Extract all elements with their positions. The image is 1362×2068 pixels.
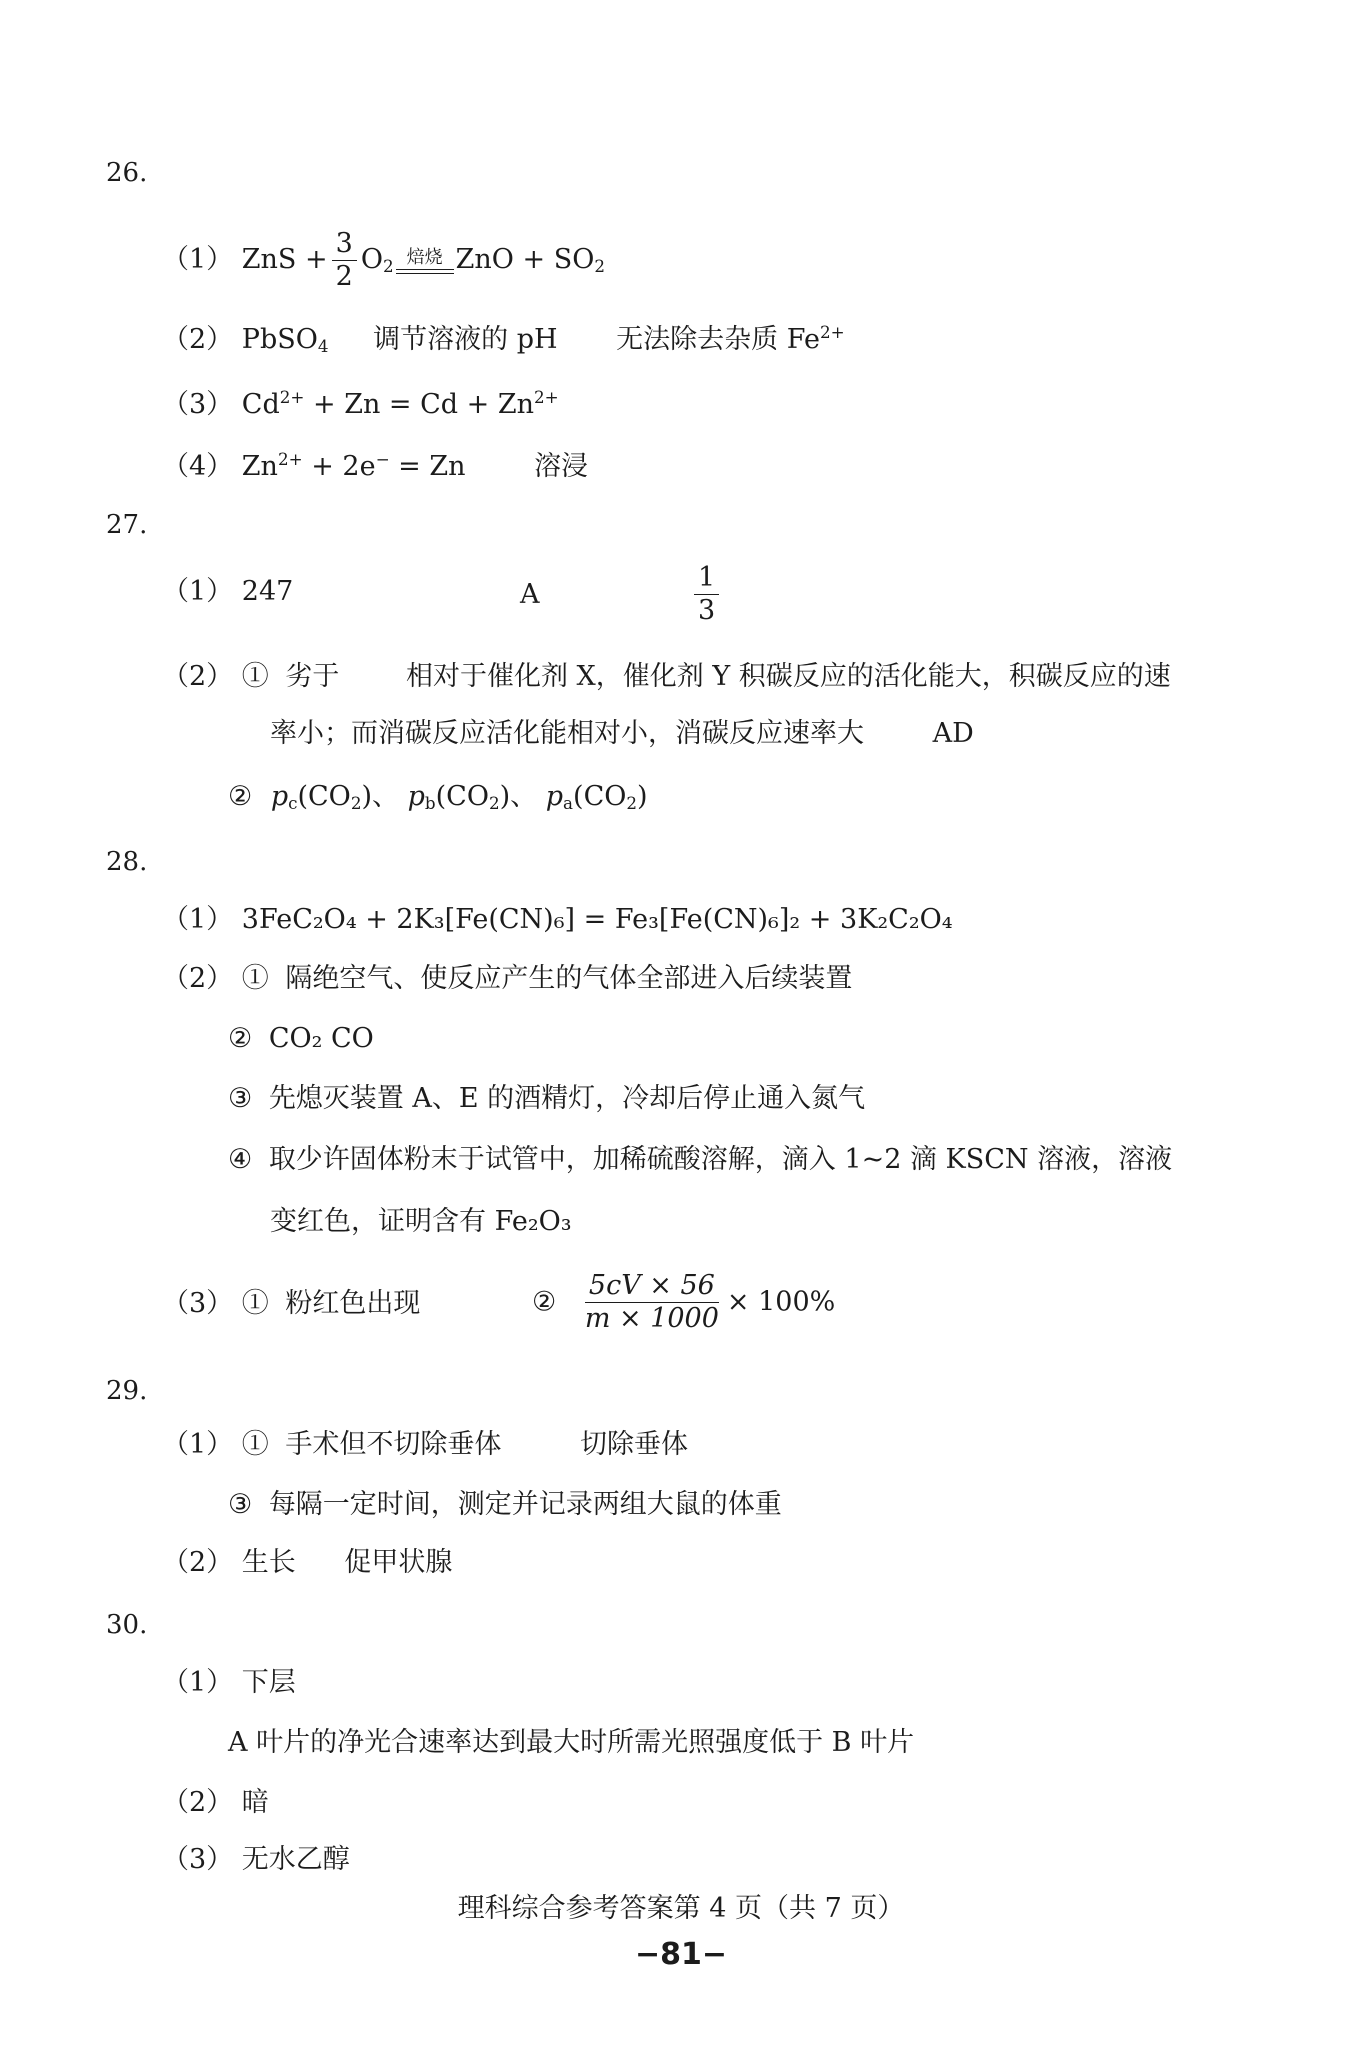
answer-text: 劣于 [285,661,340,692]
circle-4: ④ [228,1144,253,1175]
formula: ) [361,781,373,812]
q28-part3 [162,1287,420,1321]
answer-247: 247 [241,576,294,607]
part-label: （2） [162,324,234,356]
circle-1: ① [241,1429,269,1460]
fraction-one-third: $\frac{1}{3}$ [690,562,723,627]
answer-ad: AD [932,718,974,749]
subscript: b [424,793,436,814]
q26-part3 [162,380,559,422]
formula: ) [637,781,648,812]
q27-part3 [228,780,648,820]
mass-fraction: $\frac{5cV \times 56}{m \times 1000}$ [584,1270,719,1334]
separator: 、 [510,781,538,812]
subscript: 4 [317,336,329,357]
equation: Zn [241,451,278,483]
separator: 、 [372,781,400,812]
answer-text: 粉红色出现 [285,1288,421,1319]
subscript: 2 [350,793,362,814]
part-label: （2） [162,963,234,994]
answer-text: 无法除去杂质 Fe [616,324,820,356]
question-29-number: 29. [106,1376,148,1406]
fraction-three-halves: $\frac{3}{2}$ [332,228,357,293]
answer-a: A [520,579,540,610]
equation: = Zn [389,451,466,483]
circle-1: ① [241,963,269,994]
answer-text: 每隔一定时间，测定并记录两组大鼠的体重 [268,1489,782,1520]
question-30-number: 30. [106,1610,148,1640]
circle-2: ② [228,1023,253,1054]
answer-text: CO₂ CO [268,1023,374,1054]
circle-1: ① [241,1288,269,1319]
q28-part2-item1 [162,962,852,996]
equation: Cd [241,389,280,421]
part-label: （3） [162,389,234,421]
q27-part2-line2 [270,717,974,751]
q30-part3 [162,1843,350,1877]
circle-2: ② [532,1286,557,1318]
superscript: − [375,449,390,469]
q28-part2-item3 [228,1082,865,1116]
answer-text: 下层 [241,1667,296,1698]
superscript: 2+ [534,387,559,407]
superscript: 2+ [279,387,305,407]
answer-text: 率小；而消碳反应活化能相对小，消碳反应速率大 [270,718,864,749]
part-label: （3） [162,1288,234,1319]
superscript: 2+ [277,449,303,469]
subscript: 2 [594,256,605,277]
answer-text: 取少许固体粉末于试管中，加稀硫酸溶解，滴入 1~2 滴 KSCN 溶液，溶液 [268,1144,1173,1175]
subscript: a [563,793,574,814]
answer-text: 调节溶液的 pH [373,324,558,356]
question-28-number: 28. [106,847,148,877]
answer-text: 无水乙醇 [241,1844,350,1875]
part-label: （2） [162,1787,234,1818]
circle-1: ① [241,661,269,692]
subscript: 2 [488,793,500,814]
page-number: −81− [634,1937,728,1972]
q26-part2 [162,315,845,363]
q28-part2-item4-cont [270,1205,572,1239]
q28-part2-item2 [228,1022,374,1056]
q27-part1 [162,575,293,609]
pressure-symbol: p [270,781,289,812]
part-label: （1） [162,1667,234,1698]
percent: × 100% [726,1286,836,1318]
part-label: （1） [162,576,234,607]
q26-part4 [162,442,588,484]
q29-part2 [162,1546,452,1580]
part-label: （1） [162,244,234,275]
circle-3: ③ [228,1489,253,1520]
q30-part1 [162,1666,296,1700]
answer-text: 生长 [241,1547,296,1578]
q30-part2 [162,1786,269,1820]
q29-part1-item1 [162,1428,501,1462]
formula: ) [499,781,511,812]
answer-text: 手术但不切除垂体 [285,1429,502,1460]
subscript: c [288,793,298,814]
q26-part1 [162,228,605,293]
answer-text: 先熄灭装置 A、E 的酒精灯，冷却后停止通入氮气 [268,1083,866,1114]
answer-text: 变红色，证明含有 Fe₂O₃ [270,1206,572,1237]
circle-2: ② [228,781,253,812]
pbso4: PbSO [241,324,318,356]
answer-text: 促甲状腺 [344,1547,453,1578]
reaction-condition-arrow: 焙烧 [396,247,454,274]
subscript: 2 [382,256,394,277]
q29-part1-item3 [228,1488,782,1522]
reactant-o2: O [360,244,383,275]
products: ZnO + SO [455,244,595,275]
q29-answer-cut: 切除垂体 [580,1429,688,1460]
question-26-number: 26. [106,158,148,188]
part-label: （3） [162,1844,234,1875]
equation: + 2e [302,451,376,483]
part-label: （2） [162,661,234,692]
formula: (CO [435,781,489,812]
formula: (CO [573,781,627,812]
subscript: 2 [626,793,638,814]
answer-text: 隔绝空气、使反应产生的气体全部进入后续装置 [285,963,853,994]
part-label: （2） [162,1547,234,1578]
equation: 3FeC₂O₄ + 2K₃[Fe(CN)₆] = Fe₃[Fe(CN)₆]₂ + 3K₂C₂O₄ [241,904,953,935]
question-27-number: 27. [106,510,148,540]
answer-text: 溶浸 [534,451,589,483]
equation: + Zn = Cd + Zn [304,389,535,421]
answer-text: 相对于催化剂 X，催化剂 Y 积碳反应的活化能大，积碳反应的速 [405,661,1171,692]
page-caption: 理科综合参考答案第 4 页（共 7 页） [457,1893,905,1924]
part-label: （1） [162,1429,234,1460]
q28-part2-item4 [228,1143,1172,1177]
pressure-symbol: p [545,781,564,812]
part-label: （4） [162,451,234,483]
part-label: （1） [162,904,234,935]
q27-part2-line1 [162,660,1171,694]
circle-3: ③ [228,1083,253,1114]
pressure-symbol: p [407,781,425,812]
answer-text: 暗 [241,1787,269,1818]
superscript: 2+ [819,322,845,342]
formula: (CO [297,781,351,812]
q28-part3-formula [532,1270,835,1335]
reactant-zns: ZnS + [241,244,328,275]
q30-part1-reason: A 叶片的净光合速率达到最大时所需光照强度低于 B 叶片 [228,1727,915,1758]
q28-part1 [162,903,953,937]
